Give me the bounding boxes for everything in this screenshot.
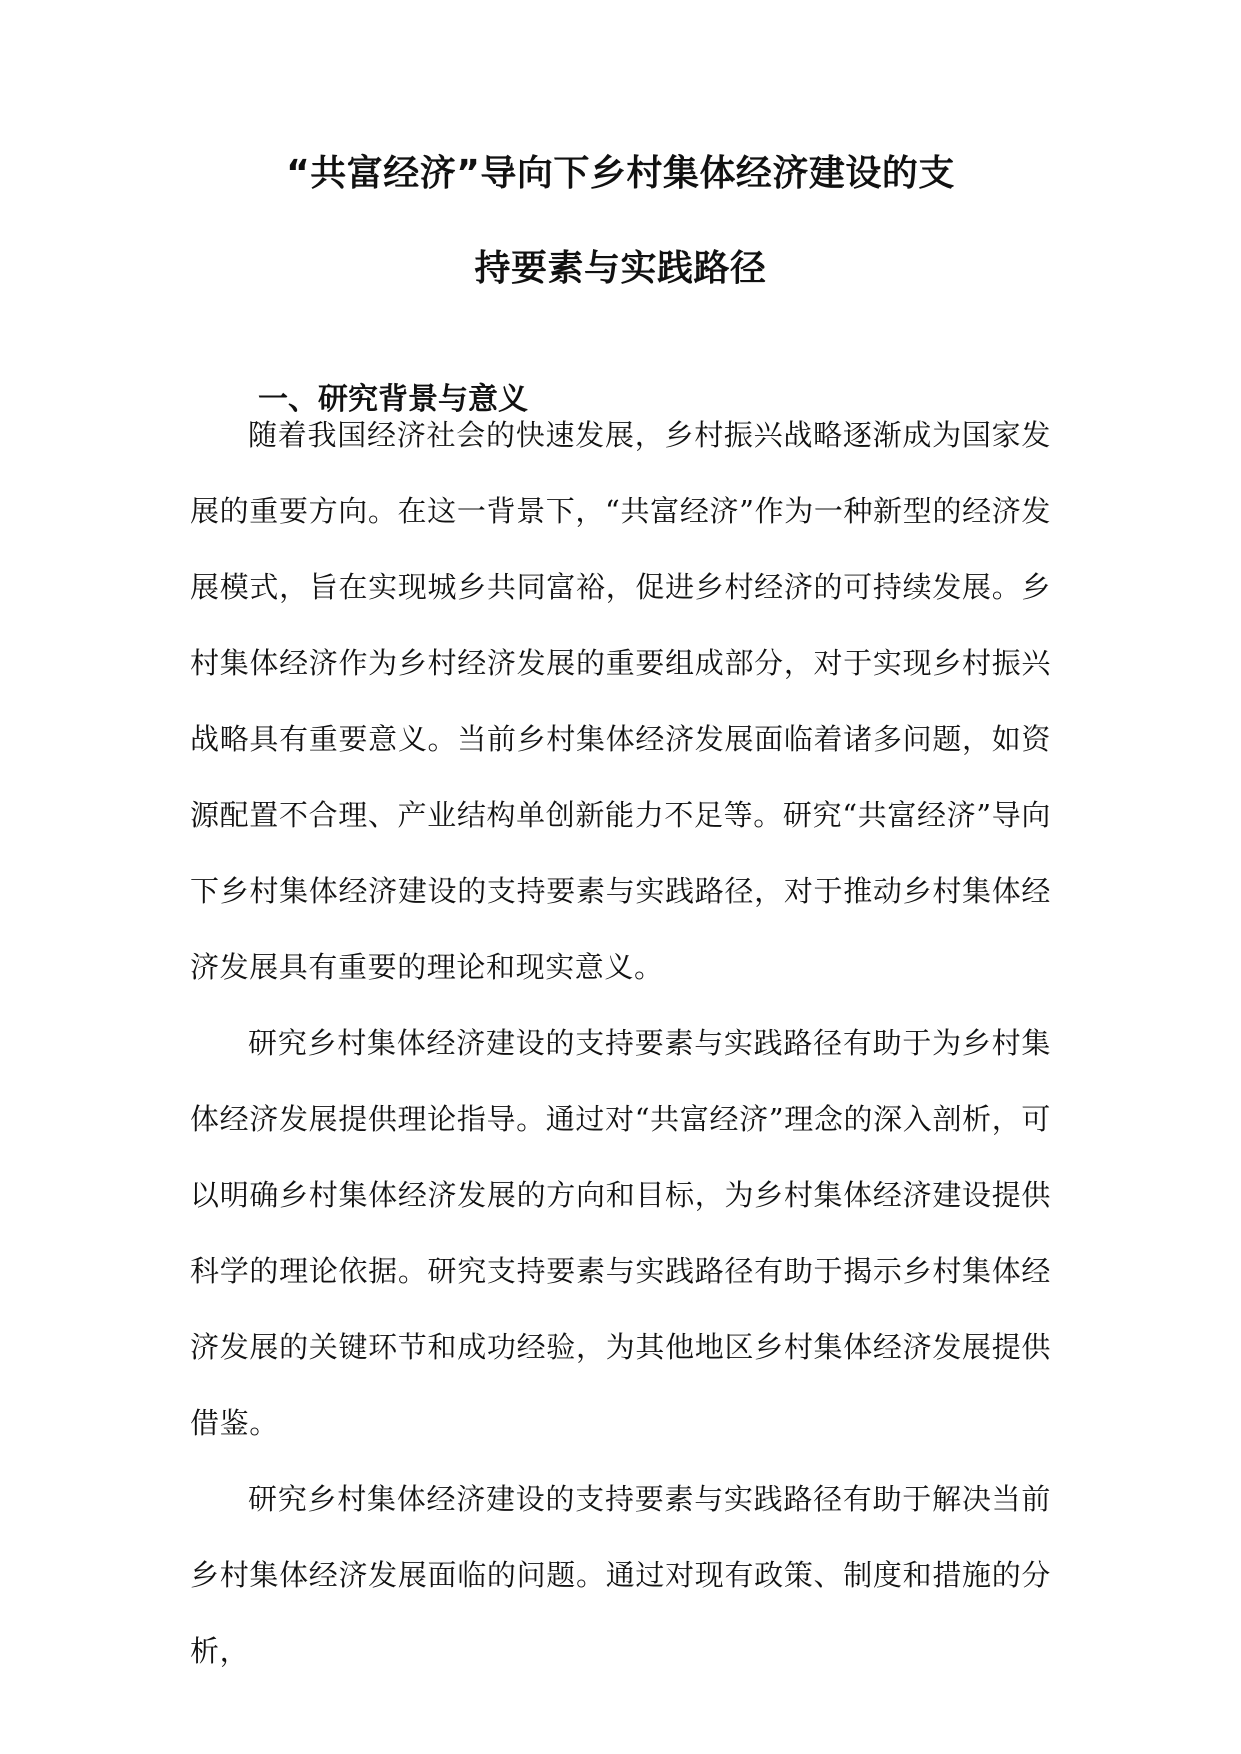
document-title-line-2: 持要素与实践路径: [474, 248, 767, 289]
document-title-line-1: “共富经济”导向下乡村集体经济建设的支: [286, 153, 955, 194]
paragraph-1: 随着我国经济社会的快速发展，乡村振兴战略逐渐成为国家发展的重要方向。在这一背景下，“共富经济”作为一种新型的经济发展模式，旨在实现城乡共同富裕，促进乡村经济的可持续发展。乡村集体经济作为乡村经济发展的重要组成部分，对于实现乡村振兴战略具有重要意义。当前乡村集体经济发展面临着诸多问题，如资源配置不合理、产业结构单创新能力不足等。研究“共富经济”导向下乡村集体经济建设的支持要素与实践路径，对于推动乡村集体经济发展具有重要的理论和现实意义。: [190, 418, 1051, 984]
paragraph-3: 研究乡村集体经济建设的支持要素与实践路径有助于解决当前乡村集体经济发展面临的问题。通过对现有政策、制度和措施的分析，: [190, 1482, 1051, 1668]
section-heading: 一、研究背景与意义: [258, 382, 528, 417]
body-text: [190, 397, 1051, 1689]
paragraph-2: 研究乡村集体经济建设的支持要素与实践路径有助于为乡村集体经济发展提供理论指导。通过对“共富经济”理念的深入剖析，可以明确乡村集体经济发展的方向和目标，为乡村集体经济建设提供科学的理论依据。研究支持要素与实践路径有助于揭示乡村集体经济发展的关键环节和成功经验，为其他地区乡村集体经济发展提供借鉴。: [190, 1026, 1051, 1440]
